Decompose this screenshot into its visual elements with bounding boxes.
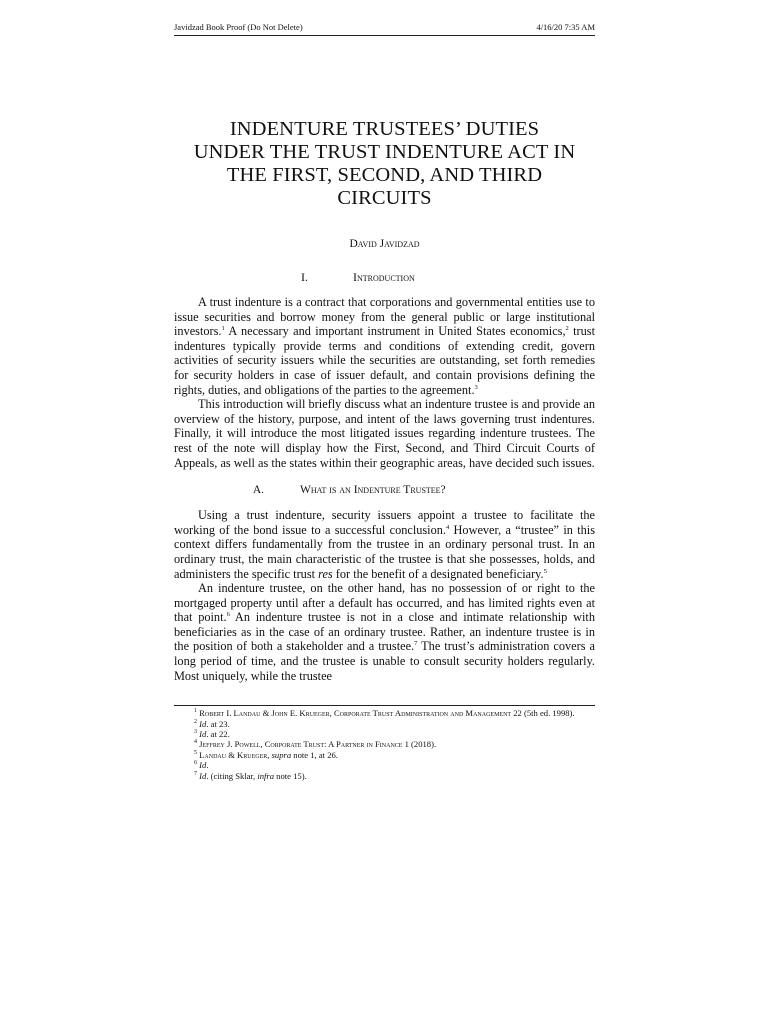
subsection-heading <box>174 484 595 496</box>
footnote-ref[interactable]: 2 <box>565 325 569 333</box>
footnote-item: $^4$ Jeffrey J. Powell, Corporate Trust: A Partner in Finance 1 (2018). <box>194 739 437 750</box>
header-right-timestamp: 4/16/20 7:35 AM <box>536 22 595 32</box>
footnote-ref[interactable]: 6 <box>226 611 230 619</box>
footnote-divider <box>174 705 595 706</box>
section-number: I. <box>301 270 308 284</box>
title-line: INDENTURE TRUSTEES’ DUTIES <box>229 118 540 140</box>
document-page <box>174 22 595 781</box>
footnote-item: $^6$ Id. <box>194 760 209 771</box>
footnote-item: $^7$ Id. (citing Sklar, infra note 15). <box>194 770 307 781</box>
running-header <box>174 22 595 36</box>
footnote-item: $^3$ Id. at 22. <box>194 729 230 740</box>
subsection-number: A. <box>252 484 264 497</box>
footnote-item: $^1$ Robert I. Landau & John E. Krueger, Corporate Trust Administration and Management 22 (5th ed. 1998). <box>194 708 575 719</box>
footnote-item: $^5$ Landau & Krueger, supra note 1, at 26. <box>194 749 338 760</box>
footnote-ref[interactable]: 4 <box>445 523 450 531</box>
title-line: CIRCUITS <box>337 187 432 209</box>
footnote-ref[interactable]: 3 <box>474 383 478 391</box>
title-line: THE FIRST, SECOND, AND THIRD <box>226 164 543 186</box>
footnote-item: $^2$ Id. at 23. <box>194 718 230 729</box>
body-paragraph: This introduction will briefly discuss what an indenture trustee is and provide an overview of the history, purpose, and intent of the laws governing trust indentures. Finally, it will introduce the most litigated issues regarding indenture trustees. The rest of the note will display how the First, Second, and Third Circuit Courts of Appeals, as well as the states within their geographic areas, have decided such issues. <box>174 397 595 470</box>
footnote-ref[interactable]: 5 <box>543 567 547 575</box>
footnotes <box>174 708 595 781</box>
author-name: David Javidzad <box>349 238 420 250</box>
section-title: Introduction <box>353 270 415 284</box>
footnote-ref[interactable]: 1 <box>221 325 225 333</box>
section-heading <box>174 270 595 285</box>
body-paragraph: An indenture trustee, on the other hand, has no possession of or right to the mortgaged property until after a default has occurred, and has limited rights even at that point.$^6$ An indenture trustee is not in a close and intimate relationship with beneficiaries as in the case of an ordinary trustee. Rather, an indenture trustee is in the position of both a stakeholder and a trustee.$^7$ The trust’s administration covers a long period of time, and the trustee is unable to consult security holders regularly. Most uniquely, while the trustee <box>174 581 595 683</box>
body-paragraph: A trust indenture is a contract that corporations and governmental entities use to issue securities and borrow money from the general public or large institutional investors.$^1$ A necessary and important instrument in United States economics,$^2$ trust indentures typically provide terms and conditions of extending credit, govern activities of security issuers while the securities are outstanding, set forth remedies for security holders in case of issuer default, and contain provisions defining the rights, duties, and obligations of the parties to the agreement.$^3$ <box>174 295 596 397</box>
title-line: UNDER THE TRUST INDENTURE ACT IN <box>193 141 576 163</box>
body-paragraph: Using a trust indenture, security issuers appoint a trustee to facilitate the working of the bond issue to a successful conclusion.$^4$ However, a “trustee” in this context differs fundamentally from the trustee in an ordinary personal trust. In an ordinary trust, the main characteristic of the trustee is that she possesses, holds, and administers the specific trust res for the benefit of a designated beneficiary.$^5$ <box>174 508 595 581</box>
subsection-title: What is an Indenture Trustee? <box>300 484 446 497</box>
footnote-ref[interactable]: 7 <box>414 640 418 648</box>
header-left-text: Javidzad Book Proof (Do Not Delete) <box>174 22 303 32</box>
article-title <box>174 118 595 210</box>
